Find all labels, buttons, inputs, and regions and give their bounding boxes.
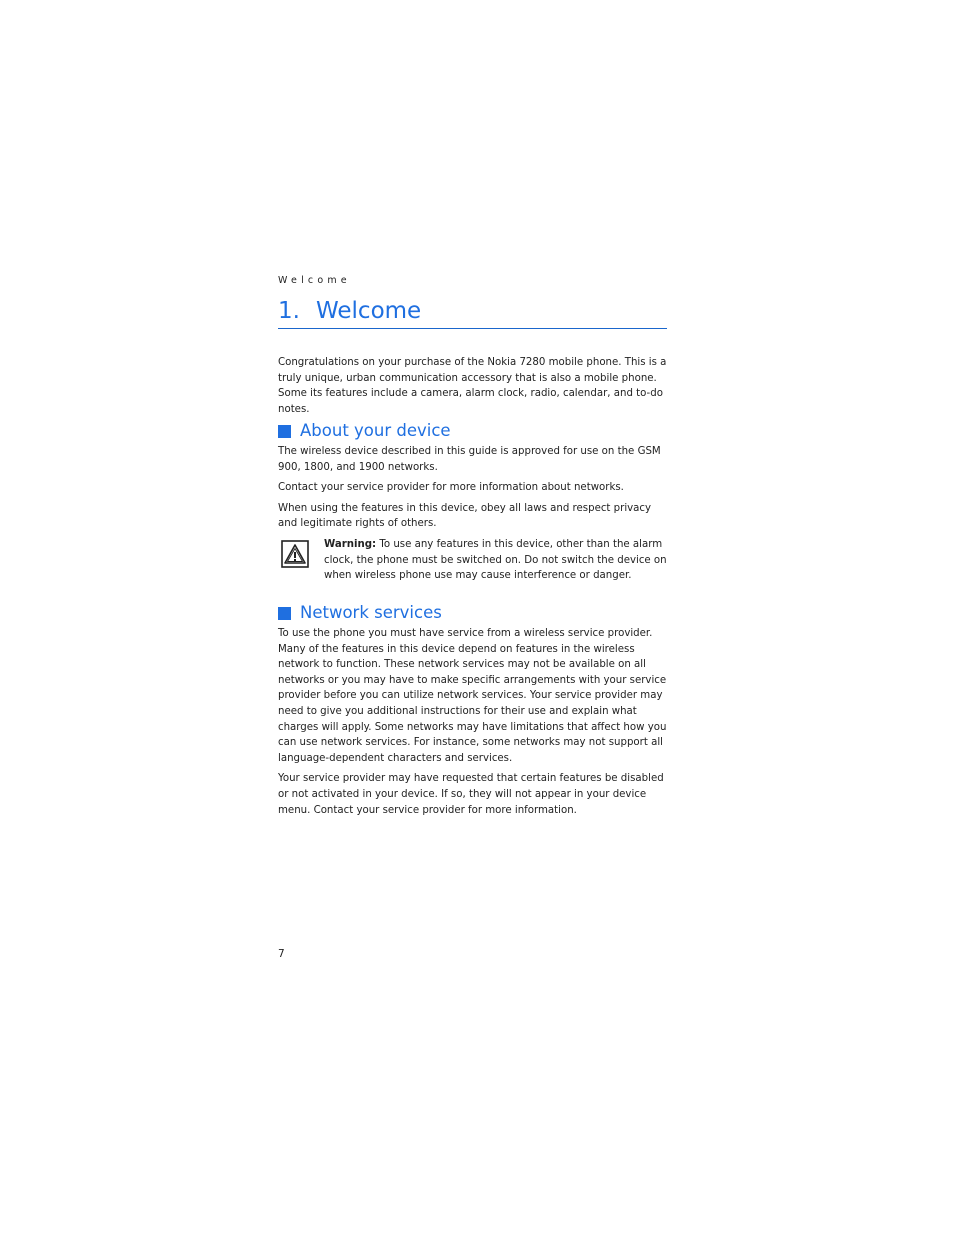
square-bullet-icon (278, 607, 291, 620)
warning-triangle-icon (281, 540, 309, 568)
warning-text (324, 537, 670, 584)
chapter-title-text: Welcome (316, 298, 422, 324)
section-heading-text: Network services (300, 603, 442, 622)
warning-note (278, 537, 670, 584)
document-page (278, 0, 667, 1235)
chapter-title (278, 296, 667, 329)
section-network-services (278, 602, 670, 823)
paragraph: When using the features in this device, obey all laws and respect privacy and legitimate rights of others. (278, 502, 652, 530)
paragraph: Your service provider may have requested that certain features be disabled or not activated in your device. If so, they will not appear in your device menu. Contact your service provider for more information. (278, 773, 664, 816)
section-heading (278, 420, 670, 442)
section-about-your-device (278, 420, 670, 584)
intro-paragraph: Congratulations on your purchase of the Nokia 7280 mobile phone. This is a truly unique, urban communication accessory that is also a mobile phone. Some its features include a camera, alarm clock, radio, calendar, and to-do notes. (278, 357, 667, 415)
warning-body: To use any features in this device, other than the alarm clock, the phone must be switched on. Do not switch the device on when wireless phone use may cause interference or danger. (324, 538, 667, 582)
section-heading (278, 602, 670, 624)
square-bullet-icon (278, 425, 291, 438)
paragraph: Contact your service provider for more information about networks. (278, 482, 624, 494)
running-header: Welcome (278, 275, 351, 286)
warning-label: Warning: (324, 538, 377, 550)
paragraph: The wireless device described in this guide is approved for use on the GSM 900, 1800, and 1900 networks. (278, 446, 661, 473)
paragraph: To use the phone you must have service from a wireless service provider. Many of the features in this device depend on features in the wireless network to function. These network services may not be available on all networks or you may have to make specific arrangements with your service provider before you can utilize network services. Your service provider may need to give you additional instructions for their use and explain what charges will apply. Some networks may have limitations that affect how you can use network services. For instance, some networks may not support all language-dependent characters and services. (278, 628, 667, 764)
chapter-number: 1. (278, 298, 300, 324)
section-heading-text: About your device (300, 421, 451, 440)
page-number: 7 (278, 948, 285, 960)
